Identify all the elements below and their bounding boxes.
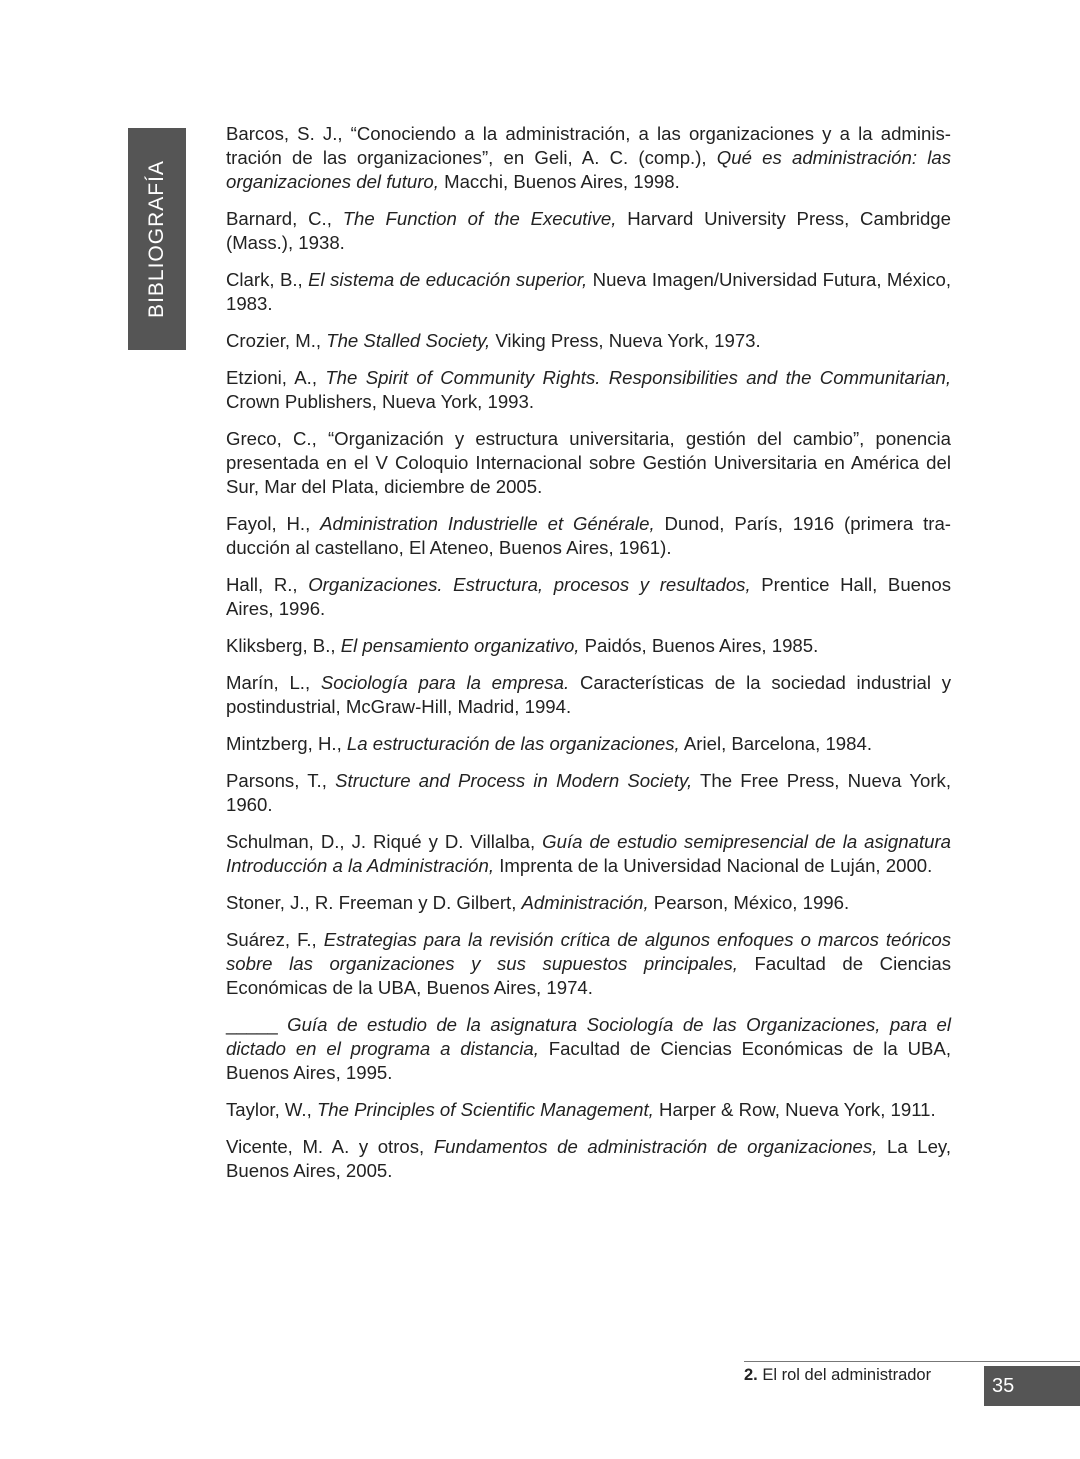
- bibliography-entry: Fayol, H., Administration Industrielle et Générale, Dunod, París, 1916 (primera traducción al castellano, El Ateneo, Buenos Aires, 1961).: [226, 513, 951, 558]
- page-number: 35: [992, 1375, 1015, 1397]
- bibliography-entry: Stoner, J., R. Freeman y D. Gilbert, Administración, Pearson, México, 1996.: [226, 892, 850, 913]
- bibliography-entry: Schulman, D., J. Riqué y D. Villalba, Guía de estudio semipresencial de la asignatura Introducción a la Administración, Imprenta de la Universidad Nacional de Luján, 2000.: [226, 831, 951, 876]
- bibliography-entry: Hall, R., Organizaciones. Estructura, procesos y resultados, Prentice Hall, Buenos Aires, 1996.: [226, 574, 951, 619]
- bibliography-entry: Clark, B., El sistema de educación superior, Nueva Imagen/Universidad Futura, México, 1983.: [226, 269, 951, 314]
- bibliography-entry: Parsons, T., Structure and Process in Modern Society, The Free Press, Nueva York, 1960.: [226, 770, 952, 815]
- bibliography-entry: Kliksberg, B., El pensamiento organizativo, Paidós, Buenos Aires, 1985.: [226, 635, 819, 656]
- bibliography-entry: Greco, C., “Organización y estructura universitaria, gestión del cambio”, ponencia presentada en el V Coloquio Internacional sobre Gestión Universitaria en América del Sur, Mar del Plata, diciembre de 2005.: [226, 428, 951, 497]
- bibliography-entry: Etzioni, A., The Spirit of Community Rights. Responsibilities and the Communitarian, Crown Publishers, Nueva York, 1993.: [226, 367, 951, 412]
- bibliography-list: [226, 122, 951, 1196]
- bibliography-entry: Vicente, M. A. y otros, Fundamentos de administración de organizaciones, La Ley, Buenos Aires, 2005.: [226, 1136, 951, 1181]
- chapter-title: El rol del administrador: [757, 1366, 932, 1384]
- page-number-box: [984, 1366, 1080, 1406]
- bibliography-entry: Barnard, C., The Function of the Executive, Harvard University Press, Cambridge (Mass.), 1938.: [226, 208, 951, 253]
- bibliography-entry: Suárez, F., Estrategias para la revisión crítica de algunos enfoques o marcos teóricos sobre las organizaciones y sus supuestos principales, Facultad de Ciencias Económicas de la UBA, Buenos Aires, 1974.: [226, 929, 951, 998]
- section-tab-label: BIBLIOGRAFÍA: [145, 160, 168, 318]
- section-tab: [128, 128, 186, 350]
- footer-divider: [744, 1361, 1080, 1362]
- chapter-number: 2.: [744, 1366, 758, 1384]
- bibliography-entry: Crozier, M., The Stalled Society, Viking Press, Nueva York, 1973.: [226, 330, 761, 351]
- footer-chapter: [744, 1366, 931, 1385]
- bibliography-entry: Barcos, S. J., “Conociendo a la administración, a las organizaciones y a la administración de las organizaciones”, en Geli, A. C. (comp.), Qué es administración: las organizaciones del futuro, Macchi, Buenos Aires, 1998.: [226, 123, 951, 192]
- bibliography-entry: Marín, L., Sociología para la empresa. Características de la sociedad industrial y postindustrial, McGraw-Hill, Madrid, 1994.: [226, 672, 952, 717]
- bibliography-entry: Mintzberg, H., La estructuración de las organizaciones, Ariel, Barcelona, 1984.: [226, 733, 872, 754]
- bibliography-entry: Taylor, W., The Principles of Scientific Management, Harper & Row, Nueva York, 1911.: [226, 1099, 936, 1120]
- bibliography-entry: _____ Guía de estudio de la asignatura Sociología de las Organizaciones, para el dictado en el programa a distancia, Facultad de Ciencias Económicas de la UBA, Buenos Aires, 1995.: [226, 1014, 951, 1083]
